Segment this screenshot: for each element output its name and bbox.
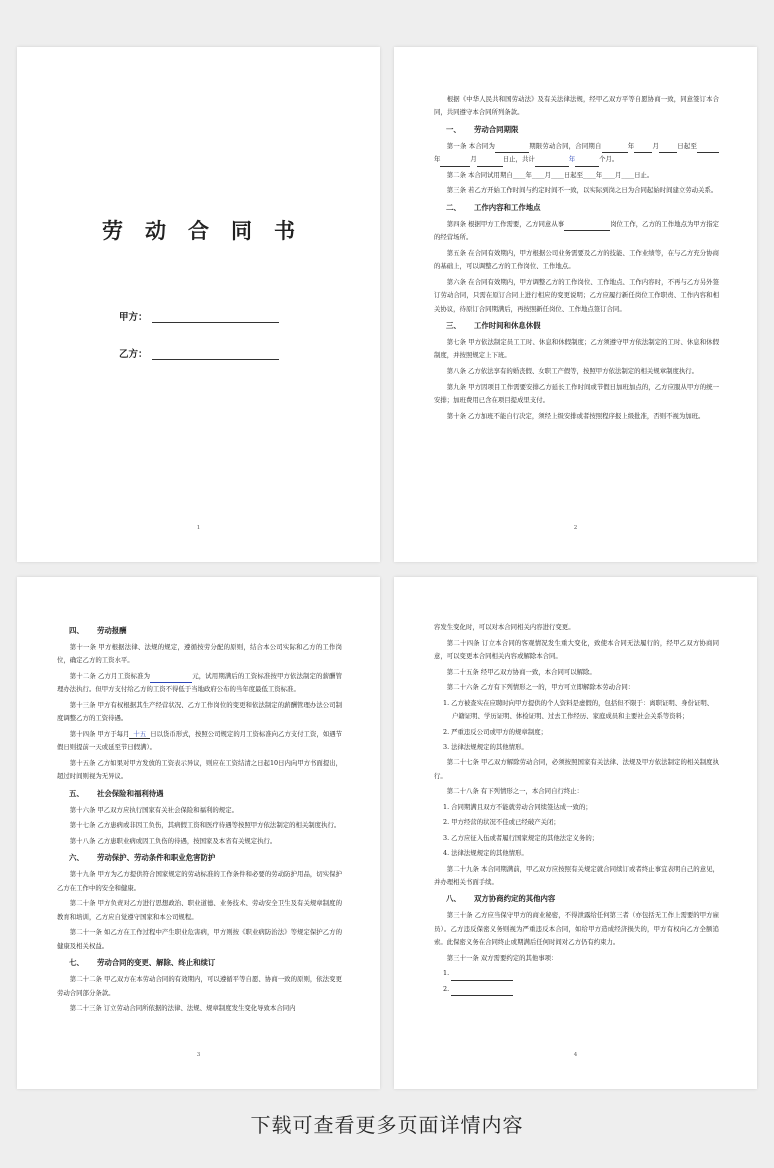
article-10: 第十条 乙方加班不能自行决定，须经上级安排或者按照程序报上级批准，否则不视为加班。 (446, 411, 705, 420)
article-21: 第二十一条 如乙方在工作过程中产生职业危害病，甲方则按《职业病防治法》等规定保护乙方的健康及相关权益。 (57, 928, 342, 950)
article-22: 第二十二条 甲乙双方在本劳动合同的有效期内，可以遵循平等自愿、协商一致的原则，依法变更劳动合同部分条款。 (57, 975, 342, 997)
article-4: 第四条 根据甲方工作需要，乙方同意从事 岗位工作，乙方的工作地点为甲方指定的经营场所。 (434, 219, 720, 242)
article-30: 第三十条 乙方应当保守甲方的商业秘密，不得泄露给任何第三者（亦包括无工作上需要的甲方雇员）。乙方违反保密义务则视为严重违反本合同，如给甲方造成经济损失的，甲方有权向乙方全额追索。此保密义务在合同终止或期满后任何时间对乙方仍有约束力。 (434, 911, 719, 947)
continued-paragraph: 容发生变化时，可以对本合同相关内容进行变更。 (434, 623, 575, 631)
blank-line[interactable] (451, 973, 513, 981)
section-heading-7: 七、 劳动合同的变更、解除、终止和续订 (69, 958, 216, 968)
party-a-blank[interactable] (152, 313, 279, 323)
article-23: 第二十三条 订立劳动合同所依据的法律、法规、规章制度发生变化导致本合同内 (69, 1004, 296, 1013)
list-item: 1. 合同期满且双方不能就劳动合同续签达成一致的； (443, 803, 592, 811)
article-16: 第十六条 甲乙双方应执行国家有关社会保险和福利的规定。 (69, 805, 238, 814)
article-25: 第二十五条 经甲乙双方协商一致，本合同可以解除。 (446, 667, 596, 676)
article-14: 第十四条 甲方于每月 十五 日以货币形式，按照公司规定的月工资标准向乙方支付工资，如遇节假日则提前一天或延至节日假满）。 (57, 730, 343, 752)
article-24: 第二十四条 订立本合同的客观情况发生重大变化，致使本合同无法履行的，经甲乙双方协商同意，可以变更本合同相关内容或解除本合同。 (434, 638, 719, 660)
page-4 (394, 577, 757, 1089)
page-4-body (434, 621, 719, 998)
list-item: 4. 法律法规规定的其他情形。 (443, 849, 528, 858)
blank-line[interactable] (451, 988, 513, 996)
article-1: 第一条 本合同为 期限劳动合同，合同期自 年 月 日起至年 月 日止，共计 年 个月。 (434, 140, 719, 167)
article-3: 第三条 若乙方开始工作时间与约定时间不一致，以实际到岗之日为合同起始时间建立劳动关系。 (446, 186, 718, 195)
list-item: 2. (434, 983, 719, 996)
party-b-field (119, 346, 279, 360)
article-8: 第八条 乙方依法享有的婚丧假、女职工产假等，按照甲方依法制定的相关规章制度执行。 (446, 367, 699, 376)
article-9: 第九条 甲方因项目工作需要安排乙方延长工作时间或节假日加班加点的，乙方应服从甲方的统一安排；加班费用已含在项目提成里支付。 (434, 382, 719, 405)
list-item: 3. 乙方应征入伍或者履行国家规定的其他法定义务的； (443, 833, 599, 842)
document-title: 劳动合同书 (102, 219, 317, 243)
section-heading-4: 四、 劳动报酬 (69, 626, 127, 635)
download-more-caption[interactable]: 下载可查看更多页面详情内容 (250, 1113, 524, 1137)
party-a-label: 甲方： (119, 312, 148, 323)
article-6: 第六条 在合同有效期内，甲方调整乙方的工作岗位、工作地点、工作内容时，不再与乙方另外签订劳动合同，只需在原订合同上进行相应的变更说明；乙方应履行新任岗位工作职责、工作内容和相关协议，待原订合同期满后，再按照新任岗位、工作地点签订合同。 (434, 277, 719, 313)
article-17: 第十七条 乙方患病或非因工负伤，其病假工资和医疗待遇等按照甲方依法制定的相关制度执行。 (69, 821, 341, 830)
page-1-cover (17, 47, 380, 562)
page-number: 1 (196, 525, 201, 531)
page-number: 3 (196, 1052, 201, 1058)
intro-paragraph: 根据《中华人民共和国劳动法》及有关法律法规，经甲乙双方平等自愿协商一致，同意签订本合同，共同遵守本合同所列条款。 (434, 95, 719, 117)
article-12: 第十二条 乙方月工资标准为 元，试用期满后的工资标准按甲方依法制定的薪酬管理办法执行。但甲方支付给乙方的工资不得低于当地政府公布的当年度最低工资标准。 (57, 672, 342, 694)
article-19: 第十九条 甲方为乙方提供符合国家规定的劳动标准的工作条件和必要的劳动防护用品，切实保护乙方在工作中的安全和健康。 (57, 870, 342, 892)
party-b-blank[interactable] (152, 350, 279, 360)
article-13: 第十三条 甲方有权根据其生产经营状况、乙方工作岗位的变更和依法制定的薪酬管理办法公司制度调整乙方的工资待遇。 (57, 701, 342, 723)
page-number: 4 (573, 1052, 578, 1058)
article-26: 第二十六条 乙方有下列情形之一的，甲方可立即解除本劳动合同： (446, 683, 635, 692)
section-heading-5: 五、 社会保险和福利待遇 (69, 788, 164, 798)
article-27: 第二十七条 甲乙双方解除劳动合同，必须按照国家有关法律、法规及甲方依法制定的相关制度执行。 (434, 758, 719, 780)
section-heading-3: 三、 工作时间和休息休假 (446, 321, 541, 331)
article-31: 第三十一条 双方需要约定的其他事项： (446, 953, 558, 962)
article-20: 第二十条 甲方负责对乙方进行思想政治、职业道德、业务技术、劳动安全卫生及有关规章制度的教育和培训，乙方应自觉遵守国家和本公司规程。 (57, 899, 342, 921)
section-heading-2: 二、 工作内容和工作地点 (446, 202, 541, 212)
section-heading-8: 八、 双方协商约定的其他内容 (446, 894, 556, 904)
article-11: 第十一条 甲方根据法律、法规的规定，遵循按劳分配的原则，结合本公司实际和乙方的工作岗位，确定乙方的工资水平。 (57, 643, 342, 665)
page-number: 2 (573, 525, 578, 531)
list-item: 2. 甲方经营的状况不佳或已经破产关闭； (443, 818, 560, 827)
article-15: 第十五条 乙方如果对甲方发放的工资表示异议，则应在工资结清之日起10日内向甲方书面提出，超过时间则视为无异议。 (57, 759, 342, 781)
page-2 (394, 47, 757, 562)
party-b-label: 乙方： (119, 349, 148, 360)
page-2-body (434, 93, 719, 425)
page-3-body (57, 621, 342, 1018)
article-5: 第五条 在合同有效期内，甲方根据公司业务需要及乙方的技能、工作业绩等，在与乙方充分协商的基础上，可以调整乙方的工作岗位、工作地点。 (434, 248, 719, 271)
list-item: 2. 严重违反公司或甲方的规章制度； (443, 727, 547, 736)
page-3 (17, 577, 380, 1089)
article-7: 第七条 甲方依法制定员工工时、休息和休假制度；乙方须遵守甲方依法制定的工时、休息和休假制度，并按照规定上下班。 (434, 338, 719, 360)
article-29: 第二十九条 本合同期满前，甲乙双方应按照有关规定就合同续订或者终止事宜表明自己的意见，并办理相关书面手续。 (434, 864, 719, 887)
article-18: 第十八条 乙方患职业病或因工负伤的待遇，按国家及本省有关规定执行。 (69, 837, 277, 845)
section-heading-6: 六、 劳动保护、劳动条件和职业危害防护 (69, 853, 216, 863)
article-2: 第二条 本合同试用期自____年____月____日起至____年____月____日止。 (446, 170, 654, 179)
party-a-field (119, 309, 279, 323)
article-28: 第二十八条 有下列情形之一，本合同自行终止： (446, 787, 584, 796)
list-item: 1. (434, 967, 719, 980)
list-item: 3. 法律法规规定的其他情形。 (443, 743, 528, 751)
list-item: 1. 乙方被查实在应聘时向甲方提供的个人资料是虚假的，包括但不限于：离职证明、身份证明、户籍证明、学历证明、体检证明、过去工作经历、家庭成员和主要社会关系等资料； (443, 698, 714, 721)
section-heading-1: 一、 劳动合同期限 (446, 124, 519, 134)
